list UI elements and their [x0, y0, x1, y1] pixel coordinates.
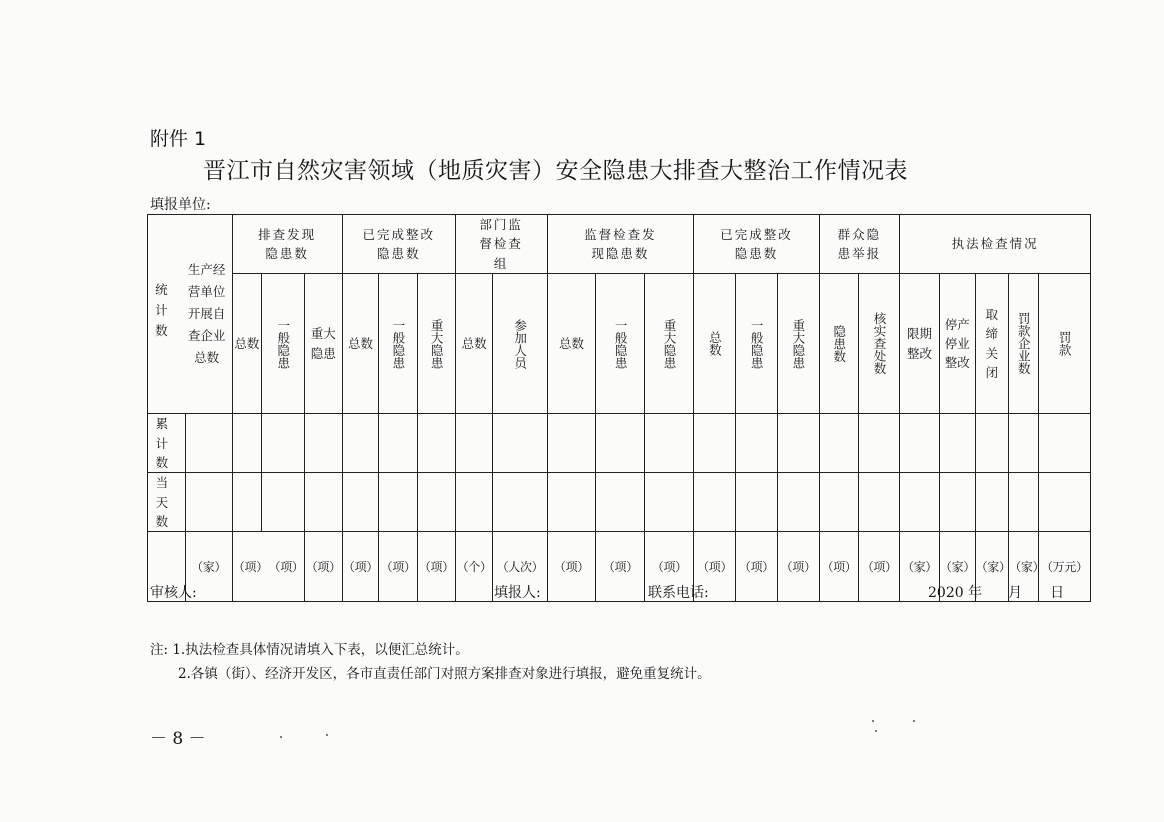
report-table — [147, 214, 1091, 602]
note-line-2: 2.各镇（街）、经济开发区，各市直责任部门对照方案排查对象进行填报，避免重复统计。 — [178, 666, 711, 682]
unit-cell: （项） — [736, 532, 778, 602]
filler-label: 填报人: — [494, 585, 541, 601]
unit-cell: （个） — [455, 532, 493, 602]
page-title: 晋江市自然灾害领域（地质灾害）安全隐患大排查大整治工作情况表 — [203, 158, 908, 184]
scan-speck — [875, 730, 877, 732]
unit-cell: （家） — [185, 532, 232, 602]
row-label-cumulative: 累计数 — [148, 414, 186, 473]
note-line-1: 注: 1.执法检查具体情况请填入下表，以便汇总统计。 — [150, 642, 469, 658]
attachment-label: 附件 1 — [150, 128, 207, 150]
col-ban-close: 取缔关闭 — [975, 274, 1009, 414]
scan-speck — [326, 734, 328, 736]
row-label-today: 当天数 — [148, 473, 186, 532]
col-general-2: 一般隐患 — [379, 274, 418, 414]
col-total-4: 总数 — [547, 274, 596, 414]
unit-cell: （家） — [975, 532, 1009, 602]
header-public-reports: 群众隐患举报 — [819, 215, 900, 274]
unit-cell: （项） — [304, 532, 342, 602]
header-rectified-hazards: 已完成整改隐患数 — [342, 215, 455, 274]
col-fine-amount: 罚款 — [1038, 274, 1090, 414]
unit-cell: （项） — [379, 532, 418, 602]
col-deadline-rectify: 限期整改 — [900, 274, 940, 414]
col-verified: 核实查处数 — [859, 274, 900, 414]
unit-cell: （项） — [342, 532, 379, 602]
col-total-3: 总数 — [455, 274, 493, 414]
col-major-4: 重大隐患 — [645, 274, 694, 414]
col-general-1: 一般隐患 — [262, 274, 305, 414]
scan-speck — [913, 720, 915, 722]
col-major-1: 重大隐患 — [304, 274, 342, 414]
date-month: 月 — [1008, 585, 1023, 601]
header-enforcement: 执法检查情况 — [900, 215, 1091, 274]
unit-cell: （项） — [645, 532, 694, 602]
header-supervision-group: 部门监督检查组 — [455, 215, 547, 274]
date-year: 2020 年 — [928, 585, 983, 601]
col-major-2: 重大隐患 — [418, 274, 456, 414]
scan-speck — [872, 720, 874, 722]
unit-cell: （项） — [418, 532, 456, 602]
col-total-2: 总数 — [342, 274, 379, 414]
header-rectified-hazards-2: 已完成整改隐患数 — [694, 215, 819, 274]
header-stat-and-companies — [148, 215, 233, 414]
unit-cell: （家） — [939, 532, 975, 602]
unit-cell: （项） — [777, 532, 819, 602]
unit-cell: （家） — [1009, 532, 1039, 602]
scan-speck — [280, 736, 282, 738]
header-stat-count: 统计数 — [153, 283, 169, 345]
unit-cell: （万元） — [1038, 532, 1090, 602]
unit-cell: （项） — [819, 532, 859, 602]
date-day: 日 — [1050, 585, 1065, 601]
col-participants: 参加人员 — [493, 274, 547, 414]
unit-cell: （项） — [547, 532, 596, 602]
date-line — [928, 582, 1064, 602]
unit-cell: （项） — [859, 532, 900, 602]
fill-unit-label: 填报单位: — [150, 197, 211, 213]
reviewer-label: 审核人: — [150, 585, 197, 601]
unit-cell: （人次） — [493, 532, 547, 602]
page-number: － 8 － — [150, 729, 206, 749]
col-fined-companies: 罚款企业数 — [1009, 274, 1039, 414]
col-major-5: 重大隐患 — [777, 274, 819, 414]
col-suspend-rectify: 停产停业整改 — [939, 274, 975, 414]
unit-cell: （项） — [694, 532, 736, 602]
table-row-today — [148, 473, 1091, 532]
table-row-cumulative — [148, 414, 1091, 473]
unit-cell: （项） — [596, 532, 645, 602]
unit-cell: （项） （项） — [232, 532, 304, 602]
unit-cell: （家） — [900, 532, 940, 602]
phone-label: 联系电话: — [648, 585, 709, 601]
col-total-5: 总数 — [694, 274, 736, 414]
col-general-4: 一般隐患 — [596, 274, 645, 414]
header-supervision-hazards: 监督检查发现隐患数 — [547, 215, 694, 274]
col-hazard-count: 隐患数 — [819, 274, 859, 414]
header-company-total: 生产经营单位开展自查企业总数 — [187, 262, 226, 365]
col-total-1: 总数 — [232, 274, 262, 414]
header-found-hazards: 排查发现隐患数 — [232, 215, 342, 274]
col-general-5: 一般隐患 — [736, 274, 778, 414]
